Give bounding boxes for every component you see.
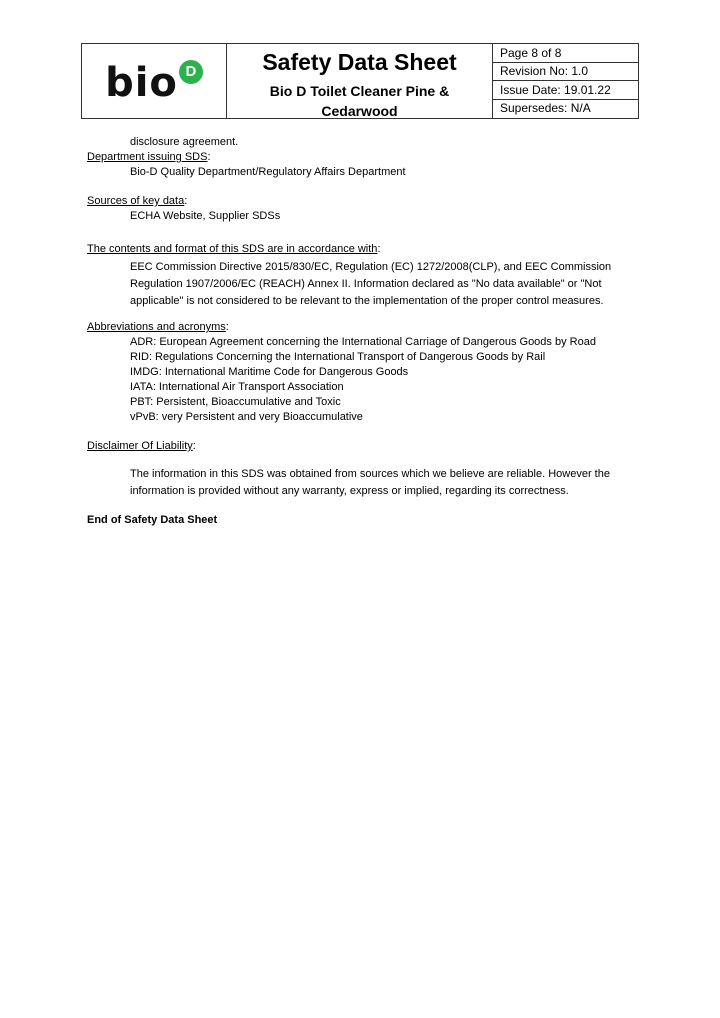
continuation-text: disclosure agreement. <box>130 136 239 148</box>
product-title: Bio D Toilet Cleaner Pine & Cedarwood <box>269 83 450 119</box>
abbreviation-item: ADR: European Agreement concerning the International Carriage of Dangerous Goods by Road <box>130 336 596 348</box>
disclaimer-value: The information in this SDS was obtained from sources which we believe are reliable. However the information is provided without any warranty, express or implied, regarding its correctness. <box>130 468 610 497</box>
contents-heading: The contents and format of this SDS are in accordance with: <box>87 243 381 255</box>
title-cell <box>227 44 493 118</box>
abbreviation-item: IMDG: International Maritime Code for Dangerous Goods <box>130 366 409 378</box>
contents-value: EEC Commission Directive 2015/830/EC, Regulation (EC) 1272/2008(CLP), and EEC Commission Regulation 1907/2006/EC (REACH) Annex II. Information declared as "No data available" or "Not applicable" is not considered to be relevant to the implementation of the proper control measures. <box>130 261 612 307</box>
logo-badge: D <box>179 60 203 84</box>
contents-label: The contents and format of this SDS are in accordance with <box>87 243 378 255</box>
abbreviation-item: vPvB: very Persistent and very Bioaccumulative <box>130 411 363 423</box>
document-header <box>81 43 639 119</box>
issue-date: Issue Date: 19.01.22 <box>493 81 638 100</box>
logo-text: bio <box>105 59 178 106</box>
department-heading: Department issuing SDS: <box>87 151 211 163</box>
end-of-sheet: End of Safety Data Sheet <box>87 514 218 526</box>
sources-heading: Sources of key data: <box>87 195 188 207</box>
sources-value: ECHA Website, Supplier SDSs <box>130 210 281 222</box>
department-value: Bio-D Quality Department/Regulatory Affairs Department <box>130 166 406 178</box>
abbreviation-item: RID: Regulations Concerning the International Transport of Dangerous Goods by Rail <box>130 351 546 363</box>
logo-cell <box>82 44 227 118</box>
bio-d-logo <box>105 59 203 106</box>
department-label: Department issuing SDS <box>87 151 208 163</box>
revision-number: Revision No: 1.0 <box>493 63 638 82</box>
disclaimer-heading: Disclaimer Of Liability: <box>87 440 196 452</box>
supersedes: Supersedes: N/A <box>500 100 591 115</box>
abbreviation-item: PBT: Persistent, Bioaccumulative and Toxic <box>130 396 341 408</box>
abbreviation-item: IATA: International Air Transport Association <box>130 381 344 393</box>
disclaimer-label: Disclaimer Of Liability <box>87 440 193 452</box>
meta-cell <box>493 44 638 118</box>
abbreviations-list <box>130 335 632 425</box>
abbrev-label: Abbreviations and acronyms <box>87 321 226 333</box>
document-title: Safety Data Sheet <box>262 49 457 75</box>
page-number: Page 8 of 8 <box>493 44 638 63</box>
sources-label: Sources of key data <box>87 195 185 207</box>
document-body <box>87 135 632 528</box>
abbrev-heading: Abbreviations and acronyms: <box>87 321 229 333</box>
